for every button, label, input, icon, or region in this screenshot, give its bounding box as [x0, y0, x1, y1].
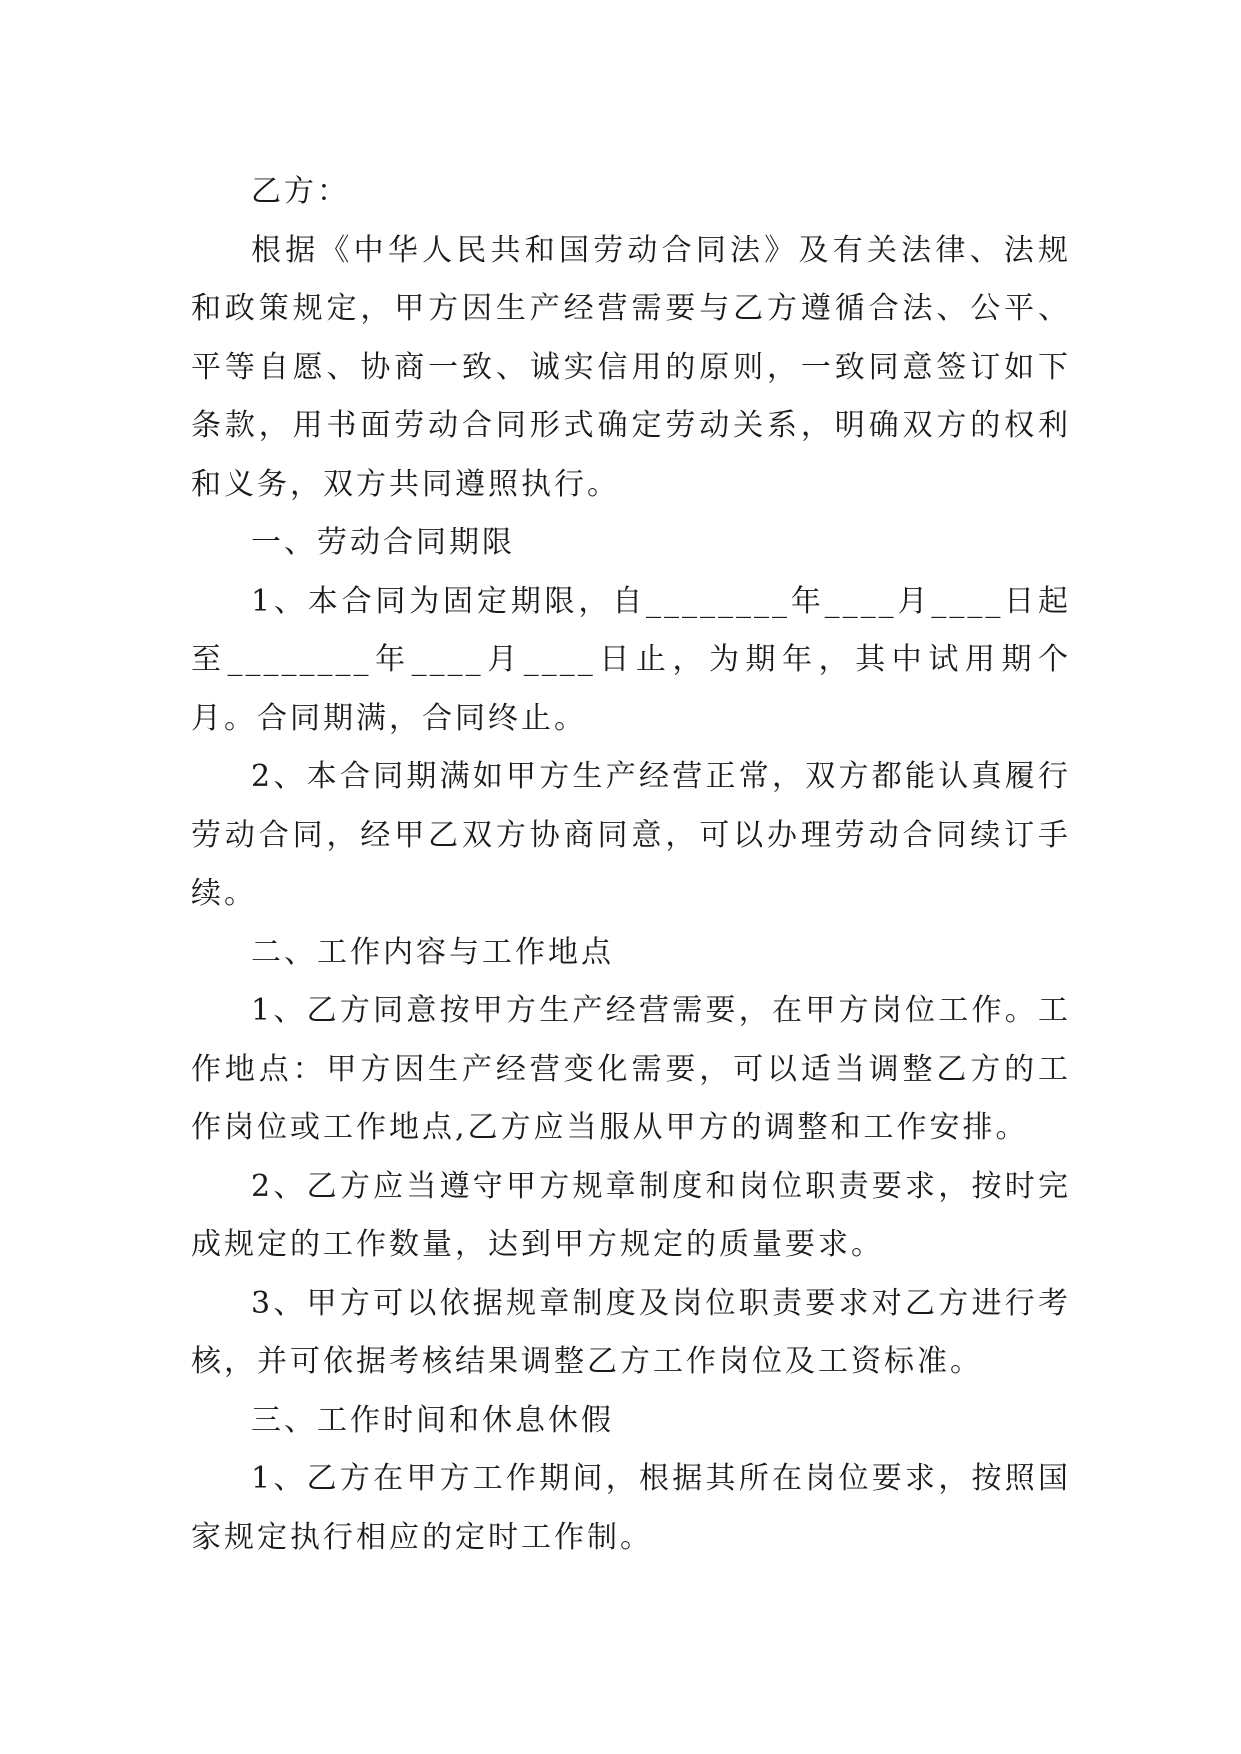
section-heading-contract-term: 一、劳动合同期限	[251, 525, 515, 560]
clause-paragraph: 1、本合同为固定期限，自________年____月____日起至________年____月____日止，为期年，其中试用期个月。合同期满，合同终止。	[191, 583, 1071, 736]
preamble-paragraph: 根据《中华人民共和国劳动合同法》及有关法律、法规和政策规定，甲方因生产经营需要与乙方遵循合法、公平、平等自愿、协商一致、诚实信用的原则，一致同意签订如下条款，用书面劳动合同形式确定劳动关系，明确双方的权利和义务，双方共同遵照执行。	[191, 232, 1071, 502]
clause-paragraph: 3、甲方可以依据规章制度及岗位职责要求对乙方进行考核，并可依据考核结果调整乙方工作岗位及工资标准。	[191, 1285, 1071, 1379]
clause-paragraph: 1、乙方在甲方工作期间，根据其所在岗位要求，按照国家规定执行相应的定时工作制。	[191, 1461, 1071, 1555]
document-body	[191, 163, 1071, 1567]
clause-paragraph: 1、乙方同意按甲方生产经营需要，在甲方岗位工作。工作地点：甲方因生产经营变化需要，可以适当调整乙方的工作岗位或工作地点,乙方应当服从甲方的调整和工作安排。	[191, 993, 1071, 1145]
clause-paragraph: 2、乙方应当遵守甲方规章制度和岗位职责要求，按时完成规定的工作数量，达到甲方规定的质量要求。	[191, 1168, 1071, 1262]
section-heading-work-content: 二、工作内容与工作地点	[251, 934, 614, 970]
party-b-label: 乙方：	[251, 174, 350, 209]
section-heading-working-hours: 三、工作时间和休息休假	[251, 1402, 614, 1438]
clause-paragraph: 2、本合同期满如甲方生产经营正常，双方都能认真履行劳动合同，经甲乙双方协商同意，可以办理劳动合同续订手续。	[191, 759, 1071, 911]
